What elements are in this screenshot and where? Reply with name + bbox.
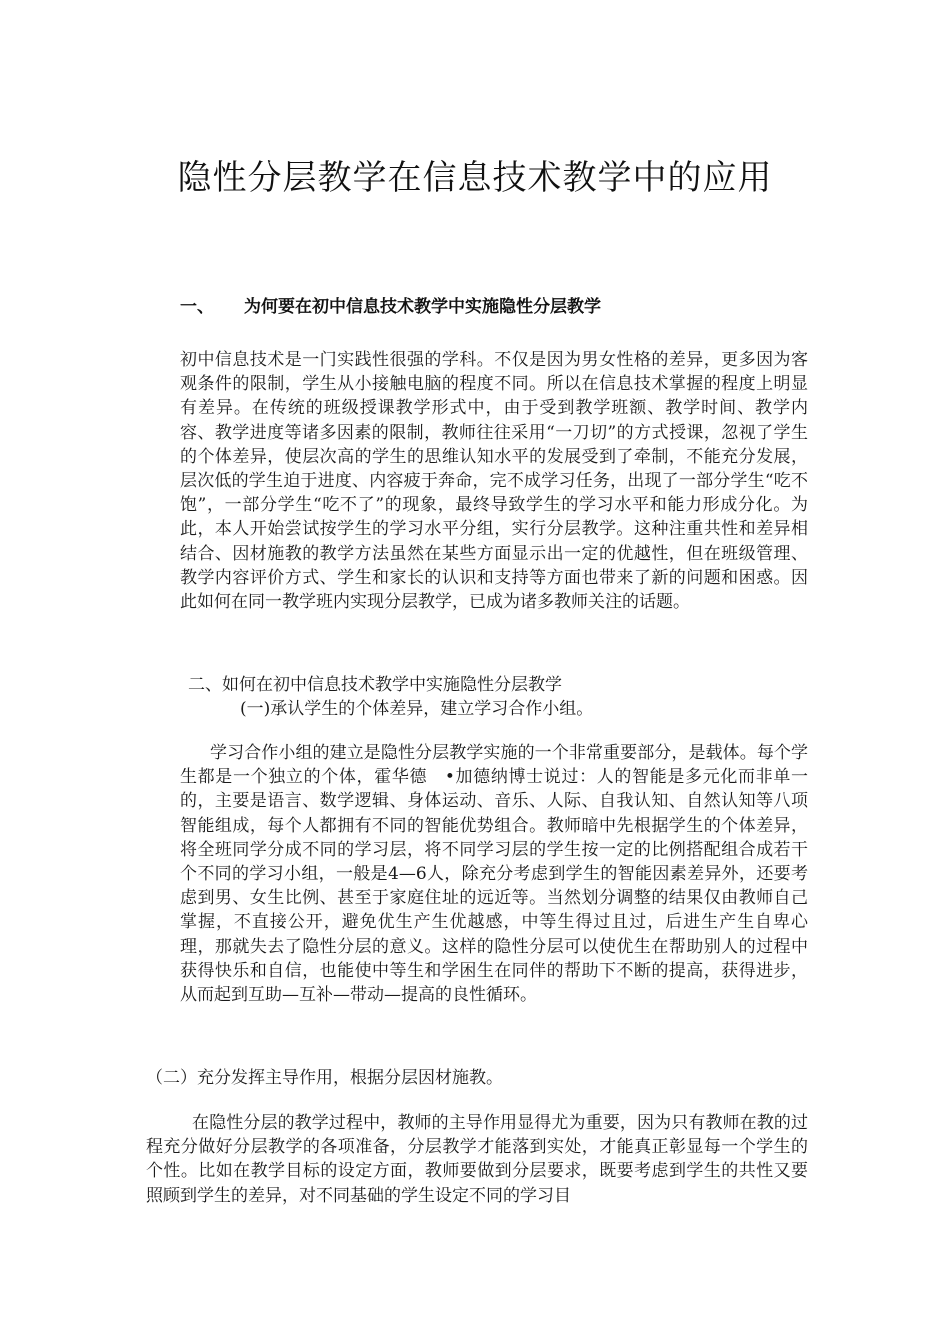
- subsection2-paragraph: 在隐性分层的教学过程中，教师的主导作用显得尤为重要，因为只有教师在教的过程充分做好分层教学的各项准备，分层教学才能落到实处，才能真正彰显每一个学生的个性。比如在教学目标的设定方面，教师要做到分层要求，既要考虑到学生的共性又要照顾到学生的差异，对不同基础的学生设定不同的学习目: [146, 1113, 808, 1206]
- subsection2-heading: （二）充分发挥主导作用，根据分层因材施教。: [146, 1068, 503, 1088]
- section1-heading: [180, 292, 601, 317]
- section1-paragraph: 初中信息技术是一门实践性很强的学科。不仅是因为男女性格的差异，更多因为客观条件的限制，学生从小接触电脑的程度不同。所以在信息技术掌握的程度上明显有差异。在传统的班级授课教学形式中，由于受到教学班额、教学时间、教学内容、教学进度等诸多因素的限制，教师往往采用“一刀切”的方式授课，忽视了学生的个体差异，使层次高的学生的思维认知水平的发展受到了牵制，不能充分发展，层次低的学生迫于进度、内容疲于奔命，完不成学习任务，出现了一部分学生“吃不饱”，一部分学生“吃不了”的现象，最终导致学生的学习水平和能力形成分化。为此，本人开始尝试按学生的学习水平分组，实行分层教学。这种注重共性和差异相结合、因材施教的教学方法虽然在某些方面显示出一定的优越性，但在班级管理、教学内容评价方式、学生和家长的认识和支持等方面也带来了新的问题和困惑。因此如何在同一教学班内实现分层教学，已成为诸多教师关注的话题。: [180, 350, 808, 613]
- section1-heading-text: 为何要在初中信息技术教学中实施隐性分层教学: [244, 297, 601, 317]
- section2-heading: 二、如何在初中信息技术教学中实施隐性分层教学: [188, 675, 562, 695]
- document-title: 隐性分层教学在信息技术教学中的应用: [177, 158, 773, 198]
- section1-number: 一、: [180, 297, 214, 317]
- subsection1-paragraph: 学习合作小组的建立是隐性分层教学实施的一个非常重要部分，是载体。每个学生都是一个独立的个体，霍华德 •加德纳博士说过：人的智能是多元化而非单一的，主要是语言、数学逻辑、身体运动、音乐、人际、自我认知、自然认知等八项智能组成，每个人都拥有不同的智能优势组合。教师暗中先根据学生的个体差异，将全班同学分成不同的学习层，将不同学习层的学生按一定的比例搭配组合成若干个不同的学习小组，一般是4—6人，除充分考虑到学生的智能因素差异外，还要考虑到男、女生比例、甚至于家庭住址的远近等。当然划分调整的结果仅由教师自己掌握，不直接公开，避免优生产生优越感，中等生得过且过，后进生产生自卑心理，那就失去了隐性分层的意义。这样的隐性分层可以使优生在帮助别人的过程中获得快乐和自信，也能使中等生和学困生在同伴的帮助下不断的提高，获得进步，从而起到互助—互补—带动—提高的良性循环。: [180, 743, 808, 1006]
- subsection1-heading: (一)承认学生的个体差异，建立学习合作小组。: [240, 699, 594, 719]
